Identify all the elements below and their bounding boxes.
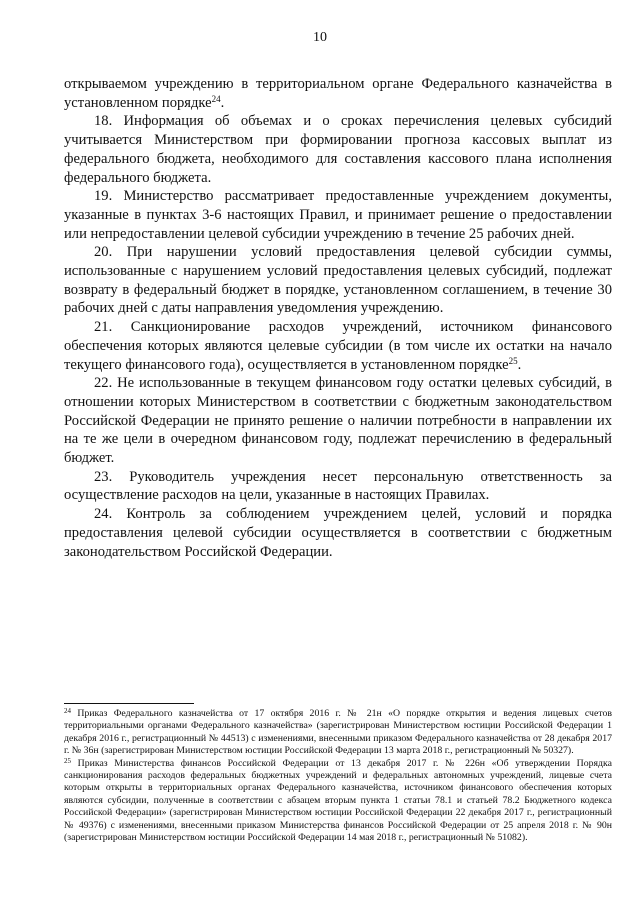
- footnote-ref-24[interactable]: 24: [211, 93, 221, 104]
- body-text: [64, 75, 612, 561]
- footnote-divider: [64, 703, 194, 704]
- footnote-mark-25: 25: [64, 756, 71, 765]
- paragraph-21: 21. Санкционирование расходов учреждений, источником финансового обеспечения которых являются целевые субсидии (в том числе их остатки на начало текущего финансового года), осуществляется в установленном порядке$^{25}$.: [64, 319, 612, 373]
- paragraph-20: 20. При нарушении условий предоставления целевой субсидии суммы, использованные с нарушением условий предоставления целевых субсидий, подлежат возврату в федеральный бюджет в порядке, установленном соглашением, в течение 30 рабочих дней с даты направления уведомления учреждению.: [64, 244, 612, 317]
- footnote-ref-25[interactable]: 25: [508, 355, 518, 366]
- paragraph-continuation: открываемом учреждению в территориальном органе Федерального казначейства в установленном порядке$^{24}$.: [64, 76, 612, 111]
- paragraph-24: 24. Контроль за соблюдением учреждением целей, условий и порядка предоставления целевой субсидии осуществляется в соответствии с бюджетным законодательством Российской Федерации.: [64, 506, 612, 560]
- page-number: 10: [313, 30, 327, 45]
- paragraph-19: 19. Министерство рассматривает предоставленные учреждением документы, указанные в пунктах 3-6 настоящих Правил, и принимает решение о предоставлении или непредоставлении целевой субсидии учреждению в течение 25 рабочих дней.: [64, 188, 612, 242]
- paragraph-18: 18. Информация об объемах и о сроках перечисления целевых субсидий учитывается Министерством при формировании прогноза кассовых выплат из федерального бюджета, необходимого для составления кассового плана исполнения федерального бюджета.: [64, 113, 612, 186]
- footnote-25: $^{25}$ Приказ Министерства финансов Российской Федерации от 13 декабря 2017 г. № 226н «Об утверждении Порядка санкционирования расходов федеральных бюджетных учреждений и федеральных автономных учреждений, лицевые счета которым открыты в территориальных органах Федерального казначейства, источником финансового обеспечения которых являются субсидии, полученные в соответствии с абзацем вторым пункта 1 статьи 78.1 и статьей 78.2 Бюджетного кодекса Российской Федерации» (зарегистрирован Министерством юстиции Российской Федерации 22 декабря 2017 г., регистрационный № 49376) с изменениями, внесенными приказом Министерства финансов Российской Федерации от 25 апреля 2018 г. № 90н (зарегистрирован Министерством юстиции Российской Федерации 14 мая 2018 г., регистрационный № 51082).: [64, 756, 612, 844]
- footnote-24: $^{24}$ Приказ Федерального казначейства от 17 октября 2016 г. № 21н «О порядке открытия и ведения лицевых счетов территориальными органами Федерального казначейства» (зарегистрирован Министерством юстиции Российской Федерации 1 декабря 2016 г., регистрационный № 44513) с изменениями, внесенными приказом Федерального казначейства от 28 декабря 2017 г. № 36н (зарегистрирован Министерством юстиции Российской Федерации 13 марта 2018 г., регистрационный № 50327).: [64, 707, 612, 757]
- paragraph-23: 23. Руководитель учреждения несет персональную ответственность за осуществление расходов на цели, указанные в настоящих Правилах.: [64, 468, 612, 504]
- paragraph-22: 22. Не использованные в текущем финансовом году остатки целевых субсидий, в отношении которых Министерством в соответствии с бюджетным законодательством Российской Федерации не принято решение о наличии потребности в направлении их на те же цели в очередном финансовом году, подлежат перечислению в федеральный бюджет.: [64, 375, 612, 467]
- footnote-mark-24: 24: [64, 707, 71, 715]
- footnotes: [64, 708, 612, 844]
